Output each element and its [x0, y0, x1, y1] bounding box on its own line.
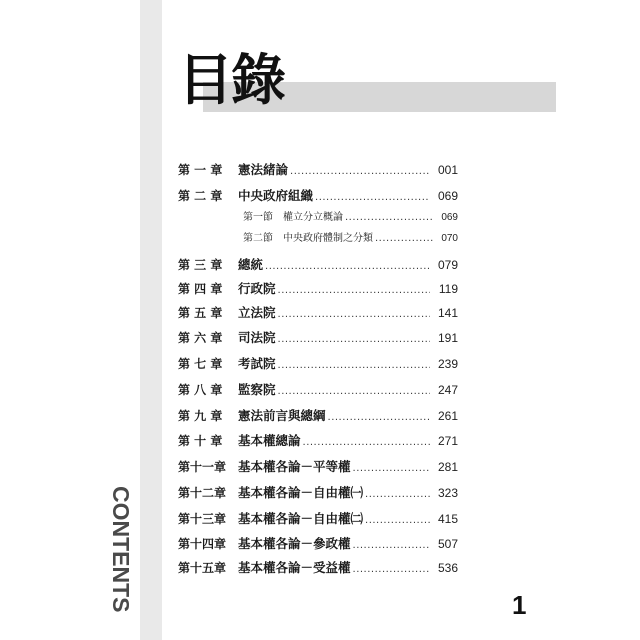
toc-page-number: 141 — [437, 306, 458, 320]
toc-number: 第一節 — [243, 212, 273, 223]
toc-page-number: 069 — [441, 212, 458, 223]
toc-leader-dots — [290, 166, 430, 177]
toc-title: 基本權總論 — [238, 433, 301, 448]
toc-leader-dots — [303, 437, 430, 448]
toc-number: 第十二章 — [178, 486, 227, 500]
toc-chapter-row — [178, 380, 458, 398]
toc-number: 第十五章 — [178, 561, 227, 575]
toc-number: 第 三 章 — [178, 258, 223, 272]
toc-chapter-row — [178, 406, 458, 424]
toc-leader-dots — [345, 212, 434, 223]
toc-title: 立法院 — [238, 305, 276, 320]
toc-title: 中央政府體制之分類 — [283, 233, 373, 244]
toc-leader-dots — [278, 309, 430, 320]
toc-number: 第 五 章 — [178, 306, 223, 320]
toc-leader-dots — [265, 261, 430, 272]
toc-title: 司法院 — [238, 330, 276, 345]
toc-number: 第 十 章 — [178, 434, 223, 448]
toc-leader-dots — [375, 233, 434, 244]
toc-page-number: 415 — [437, 512, 458, 526]
toc-chapter-row — [178, 255, 458, 273]
toc-title: 中央政府組織 — [238, 188, 314, 203]
toc-title: 行政院 — [238, 281, 276, 296]
toc-page-number: 281 — [437, 460, 458, 474]
toc-chapter-row — [178, 457, 458, 475]
toc-title: 憲法前言與總綱 — [238, 408, 326, 423]
toc-leader-dots — [278, 360, 430, 371]
toc-page-number: 070 — [441, 233, 458, 244]
toc-page-number: 191 — [437, 331, 458, 345]
toc-title: 監察院 — [238, 382, 276, 397]
toc-number: 第 六 章 — [178, 331, 223, 345]
toc-title: 總統 — [238, 257, 264, 272]
toc-page-number: 079 — [437, 258, 458, 272]
toc-leader-dots — [278, 334, 430, 345]
toc-leader-dots — [353, 463, 430, 474]
toc-page-number: 239 — [437, 357, 458, 371]
toc-leader-dots — [365, 515, 430, 526]
toc-chapter-row — [178, 558, 458, 576]
toc-number: 第十三章 — [178, 512, 227, 526]
toc-title: 基本權各論－受益權 — [238, 560, 351, 575]
toc-chapter-row — [178, 303, 458, 321]
toc-number: 第 一 章 — [178, 163, 223, 177]
toc-number: 第 八 章 — [178, 383, 223, 397]
toc-leader-dots — [278, 285, 430, 296]
toc-chapter-row — [178, 328, 458, 346]
toc-page-number: 261 — [437, 409, 458, 423]
toc-title: 基本權各論－平等權 — [238, 459, 351, 474]
toc-chapter-row — [178, 509, 458, 527]
toc-title: 基本權各論－自由權㈠ — [238, 485, 364, 500]
toc-leader-dots — [328, 412, 430, 423]
page-title: 目錄 — [178, 48, 285, 112]
toc-number: 第 二 章 — [178, 189, 223, 203]
toc-number: 第 九 章 — [178, 409, 223, 423]
toc-title: 基本權各論－自由權㈡ — [238, 511, 364, 526]
toc-chapter-row — [178, 483, 458, 501]
toc-page-number: 001 — [437, 163, 458, 177]
toc-leader-dots — [353, 540, 430, 551]
toc-chapter-row — [178, 431, 458, 449]
toc-chapter-row — [178, 186, 458, 204]
toc-page-number: 323 — [437, 486, 458, 500]
toc-section-row — [243, 229, 458, 247]
toc-number: 第二節 — [243, 233, 273, 244]
toc-leader-dots — [278, 386, 430, 397]
toc-title: 考試院 — [238, 356, 276, 371]
toc-section-row — [243, 208, 458, 226]
toc-page-number: 536 — [437, 561, 458, 575]
toc-title: 權立分立概論 — [283, 212, 343, 223]
toc-page-number: 069 — [437, 189, 458, 203]
toc-title: 基本權各論－參政權 — [238, 536, 351, 551]
contents-side-label: CONTENTS — [108, 486, 134, 613]
toc-title: 憲法緒論 — [238, 162, 289, 177]
toc-page-number: 119 — [438, 282, 458, 296]
toc-page-number: 247 — [437, 383, 458, 397]
toc-number: 第 七 章 — [178, 357, 223, 371]
toc-page-number: 507 — [437, 537, 458, 551]
toc-chapter-row — [178, 354, 458, 372]
toc-leader-dots — [353, 564, 430, 575]
toc-number: 第十一章 — [178, 460, 227, 474]
toc-leader-dots — [315, 192, 430, 203]
toc-number: 第 四 章 — [178, 282, 223, 296]
toc-chapter-row — [178, 279, 458, 297]
toc-number: 第十四章 — [178, 537, 227, 551]
toc-chapter-row — [178, 534, 458, 552]
toc-chapter-row — [178, 160, 458, 178]
page-number: 1 — [512, 590, 527, 620]
toc-page-number: 271 — [437, 434, 458, 448]
toc-leader-dots — [365, 489, 430, 500]
